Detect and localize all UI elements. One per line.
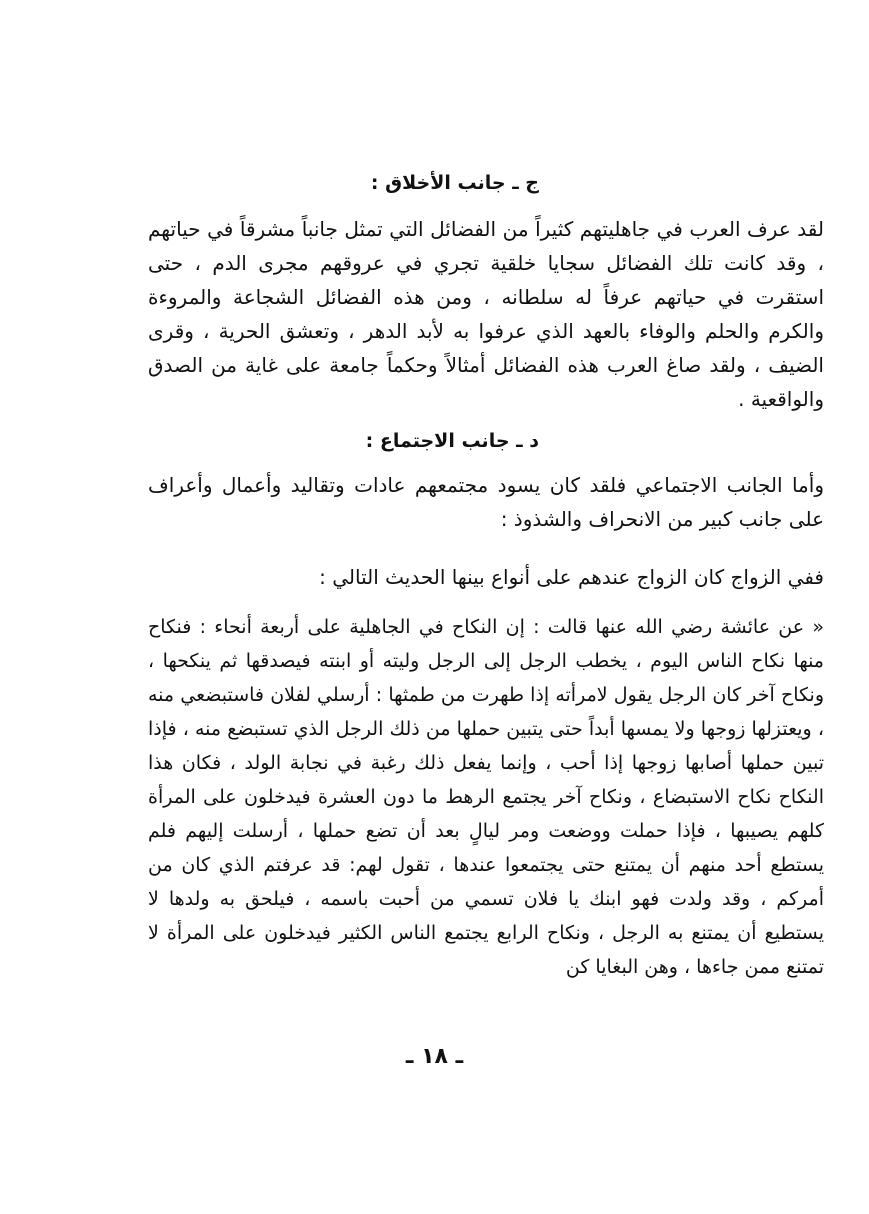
hadith-quote: « عن عائشة رضي الله عنها قالت : إن النكاح في الجاهلية على أربعة أنحاء : فنكاح منها نكاح الناس اليوم ، يخطب الرجل إلى الرجل وليته أو ابنته فيصدقها ثم ينكحها ، ونكاح آخر كان الرجل يقول لامرأته إذا طهرت من طمثها : أرسلي لفلان فاستبضعي منه ، ويعتزلها زوجها ولا يمسها أبداً حتى يتبين حملها من ذلك الرجل الذي تستبضع منه ، فإذا تبين حملها أصابها زوجها إذا أحب ، وإنما يفعل ذلك رغبة في نجابة الولد ، فكان هذا النكاح نكاح الاستبضاع ، ونكاح آخر يجتمع الرهط ما دون العشرة فيدخلون على المرأة كلهم يصيبها ، فإذا حملت ووضعت ومر ليالٍ بعد أن تضع حملها ، أرسلت إليهم فلم يستطع أحد منهم أن يمتنع حتى يجتمعوا عندها ، تقول لهم: قد عرفتم الذي كان من أمركم ، وقد ولدت فهو ابنك يا فلان تسمي من أحبت باسمه ، فيلحق به ولدها لا يستطيع أن يمتنع به الرجل ، ونكاح الرابع يجتمع الناس الكثير فيدخلون على المرأة لا تمتنع ممن جاءها ، وهن البغايا كن xyxy=(148,616,824,978)
page-number: ـ ١٨ ـ xyxy=(405,1044,464,1069)
section-heading-ijtima: د ـ جانب الاجتماع : xyxy=(365,430,539,452)
paragraph-ijtima-intro: وأما الجانب الاجتماعي فلقد كان يسود مجتمعهم عادات وتقاليد وأعمال وأعراف على جانب كبير من الانحراف والشذوذ : xyxy=(148,473,824,531)
paragraph-akhlaq: لقد عرف العرب في جاهليتهم كثيراً من الفضائل التي تمثل جانباً مشرقاً في حياتهم ، وقد كانت تلك الفضائل سجايا خلقية تجري في عروقهم مجرى الدم ، حتى استقرت في حياتهم عرفاً له سلطانه ، ومن هذه الفضائل الشجاعة والمروءة والكرم والحلم والوفاء بالعهد الذي عرفوا به لأبد الدهر ، وتعشق الحرية ، وقرى الضيف ، ولقد صاغ العرب هذه الفضائل أمثالاً وحكماً جامعة على غاية من الصدق والواقعية . xyxy=(148,217,824,411)
paragraph-marriage-lead: ففي الزواج كان الزواج عندهم على أنواع بينها الحديث التالي : xyxy=(319,565,824,589)
section-heading-akhlaq: ج ـ جانب الأخلاق : xyxy=(370,172,539,194)
